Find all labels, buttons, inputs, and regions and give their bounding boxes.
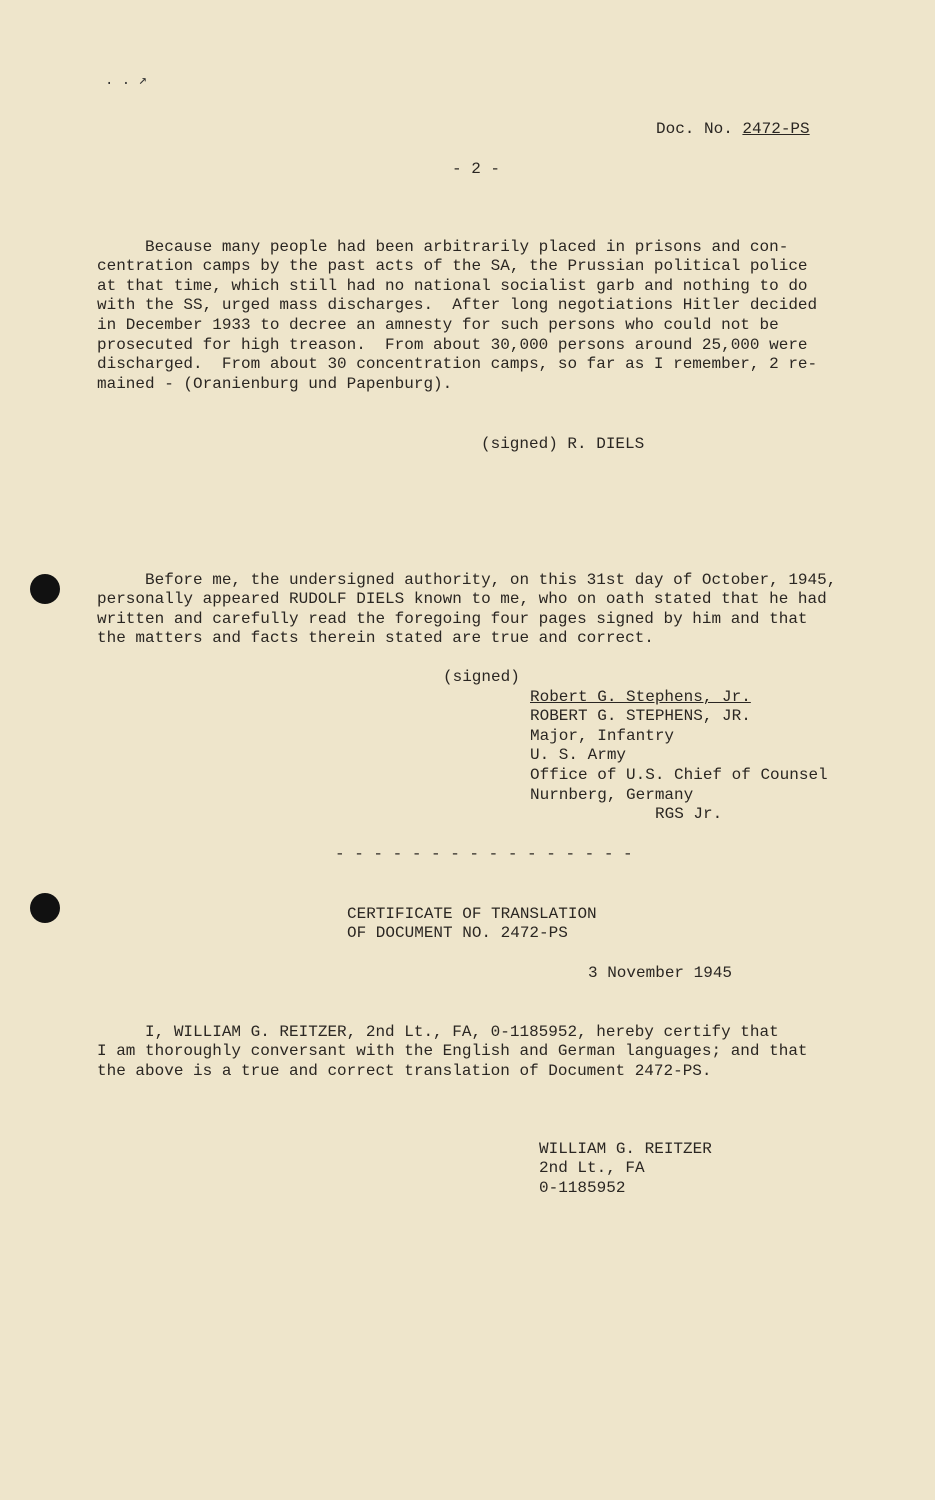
signer-branch: U. S. Army [530, 746, 627, 765]
title-line: CERTIFICATE OF TRANSLATION [347, 904, 597, 923]
translator-block [539, 1120, 712, 1198]
text-line: the above is a true and correct translation of Document 2472-PS. [97, 1061, 712, 1080]
doc-label: Doc. No. [656, 120, 733, 138]
statement-paragraph [97, 218, 817, 394]
initials: RGS Jr. [655, 805, 723, 824]
text-line: personally appeared RUDOLF DIELS known to me, who on oath stated that he had [97, 590, 827, 609]
certificate-date: 3 November 1945 [588, 964, 733, 982]
page-number: - 2 - [452, 160, 501, 178]
diels-signature: (signed) R. DIELS [481, 435, 645, 453]
signer-location: Nurnberg, Germany [530, 785, 694, 804]
text-line: I, WILLIAM G. REITZER, 2nd Lt., FA, 0-1185952, hereby certify that [97, 1022, 779, 1041]
text-line: with the SS, urged mass discharges. After long negotiations Hitler decided [97, 296, 818, 315]
signer-name: ROBERT G. STEPHENS, JR. [530, 707, 751, 726]
pencil-mark: . . ↗ [105, 73, 148, 89]
affidavit-paragraph [97, 551, 836, 649]
translator-name: WILLIAM G. REITZER [539, 1139, 712, 1158]
text-line: in December 1933 to decree an amnesty for such persons who could not be [97, 315, 779, 334]
signed-name: Robert G. Stephens, Jr. [530, 687, 751, 706]
text-line: discharged. From about 30 concentration camps, so far as I remember, 2 re- [97, 355, 818, 374]
punch-hole [30, 893, 60, 923]
signer-rank: Major, Infantry [530, 726, 675, 745]
certificate-paragraph [97, 1003, 808, 1081]
text-line: prosecuted for high treason. From about 30,000 persons around 25,000 were [97, 335, 808, 354]
text-line: written and carefully read the foregoing four pages signed by him and that [97, 609, 808, 628]
signer-office: Office of U.S. Chief of Counsel [530, 765, 828, 784]
divider: - - - - - - - - - - - - - - - - [335, 845, 633, 863]
signature-block [530, 668, 828, 825]
text-line: the matters and facts therein stated are true and correct. [97, 629, 654, 648]
text-line: I am thoroughly conversant with the English and German languages; and that [97, 1042, 808, 1061]
text-line: at that time, which still had no national socialist garb and nothing to do [97, 276, 808, 295]
document-number [656, 120, 810, 140]
text-line: Because many people had been arbitrarily placed in prisons and con- [97, 237, 789, 256]
translator-serial: 0-1185952 [539, 1178, 626, 1197]
punch-hole [30, 574, 60, 604]
translator-rank: 2nd Lt., FA [539, 1159, 645, 1178]
title-line: OF DOCUMENT NO. 2472-PS [347, 924, 568, 943]
doc-number: 2472-PS [742, 120, 810, 138]
signed-label: (signed) [443, 668, 520, 686]
text-line: mained - (Oranienburg und Papenburg). [97, 374, 453, 393]
certificate-title [347, 885, 597, 944]
text-line: Before me, the undersigned authority, on this 31st day of October, 1945, [97, 570, 837, 589]
text-line: centration camps by the past acts of the SA, the Prussian political police [97, 257, 808, 276]
